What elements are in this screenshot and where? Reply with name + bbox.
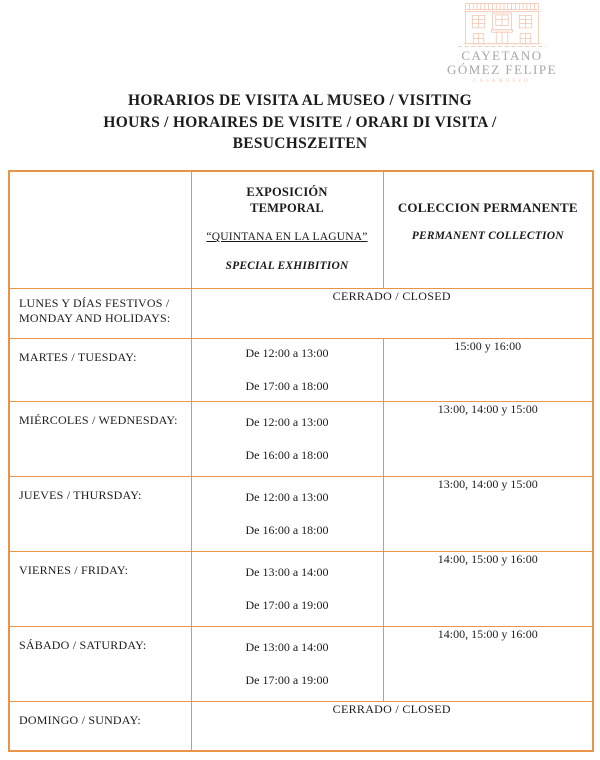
temporal-time-2: De 16:00 a 18:00 [245,522,329,537]
table-row-saturday [9,626,593,701]
logo-subtitle: CASAMUSEO [473,79,531,84]
logo-name-line1: CAYETANO [461,48,543,63]
day-label-sunday: DOMINGO / SUNDAY: [9,701,191,751]
table-row-friday [9,551,593,626]
temporal-times-thursday [191,476,383,551]
temporal-times-wednesday [191,401,383,476]
temporal-times-saturday [191,626,383,701]
temporal-title-line2: TEMPORAL [250,201,324,215]
day-label-wednesday: MIÉRCOLES / WEDNESDAY: [9,401,191,476]
casa-museo-logo [428,2,576,85]
table-row-sunday [9,701,593,751]
temporal-time-1: De 13:00 a 14:00 [245,564,329,579]
day-label-tuesday: MARTES / TUESDAY: [9,338,191,401]
permanent-title: COLECCION PERMANENTE [397,200,578,215]
page-title-line2: HOURS / HORAIRES DE VISITE / ORARI DI VISITA / [103,113,497,131]
house-facade-icon [450,2,554,48]
page-title-line3: BESUCHSZEITEN [232,135,368,152]
permanent-times-thursday: 13:00, 14:00 y 15:00 [383,476,593,551]
header-permanent-collection [383,171,593,288]
day-label-thursday: JUEVES / THURSDAY: [9,476,191,551]
permanent-times-saturday: 14:00, 15:00 y 16:00 [383,626,593,701]
table-header-row [9,171,593,288]
table-row-tuesday [9,338,593,401]
day-label-monday: LUNES Y DÍAS FESTIVOS / MONDAY AND HOLIDAYS: [9,288,191,338]
day-label-saturday: SÁBADO / SATURDAY: [9,626,191,701]
day-label-friday: VIERNES / FRIDAY: [9,551,191,626]
temporal-times-friday [191,551,383,626]
table-row-monday [9,288,593,338]
permanent-times-wednesday: 13:00, 14:00 y 15:00 [383,401,593,476]
temporal-time-1: De 12:00 a 13:00 [245,414,329,429]
temporal-time-1: De 12:00 a 13:00 [245,345,329,360]
temporal-times-tuesday [191,338,383,401]
permanent-times-friday: 14:00, 15:00 y 16:00 [383,551,593,626]
page-title [0,90,600,155]
temporal-subtitle: SPECIAL EXHIBITION [225,260,349,272]
logo-name-line2: GÓMEZ FELIPE [446,62,558,77]
temporal-time-1: De 13:00 a 14:00 [245,639,329,654]
exhibition-name: “QUINTANA EN LA LAGUNA” [206,231,368,243]
closed-cell-monday: CERRADO / CLOSED [191,288,593,338]
page-title-line1: HORARIOS DE VISITA AL MUSEO / VISITING [128,92,472,109]
closed-cell-sunday: CERRADO / CLOSED [191,701,593,751]
temporal-time-2: De 16:00 a 18:00 [245,447,329,462]
temporal-time-2: De 17:00 a 18:00 [245,378,329,393]
header-empty-cell [9,171,191,288]
permanent-subtitle: PERMANENT COLLECTION [411,230,564,242]
table-row-thursday [9,476,593,551]
temporal-title-line1: EXPOSICIÓN [246,185,328,199]
header-temporal-exhibition [191,171,383,288]
temporal-time-2: De 17:00 a 19:00 [245,597,329,612]
temporal-time-2: De 17:00 a 19:00 [245,672,329,687]
table-row-wednesday [9,401,593,476]
visiting-hours-table [8,170,594,752]
temporal-time-1: De 12:00 a 13:00 [245,489,329,504]
permanent-times-tuesday: 15:00 y 16:00 [383,338,593,401]
